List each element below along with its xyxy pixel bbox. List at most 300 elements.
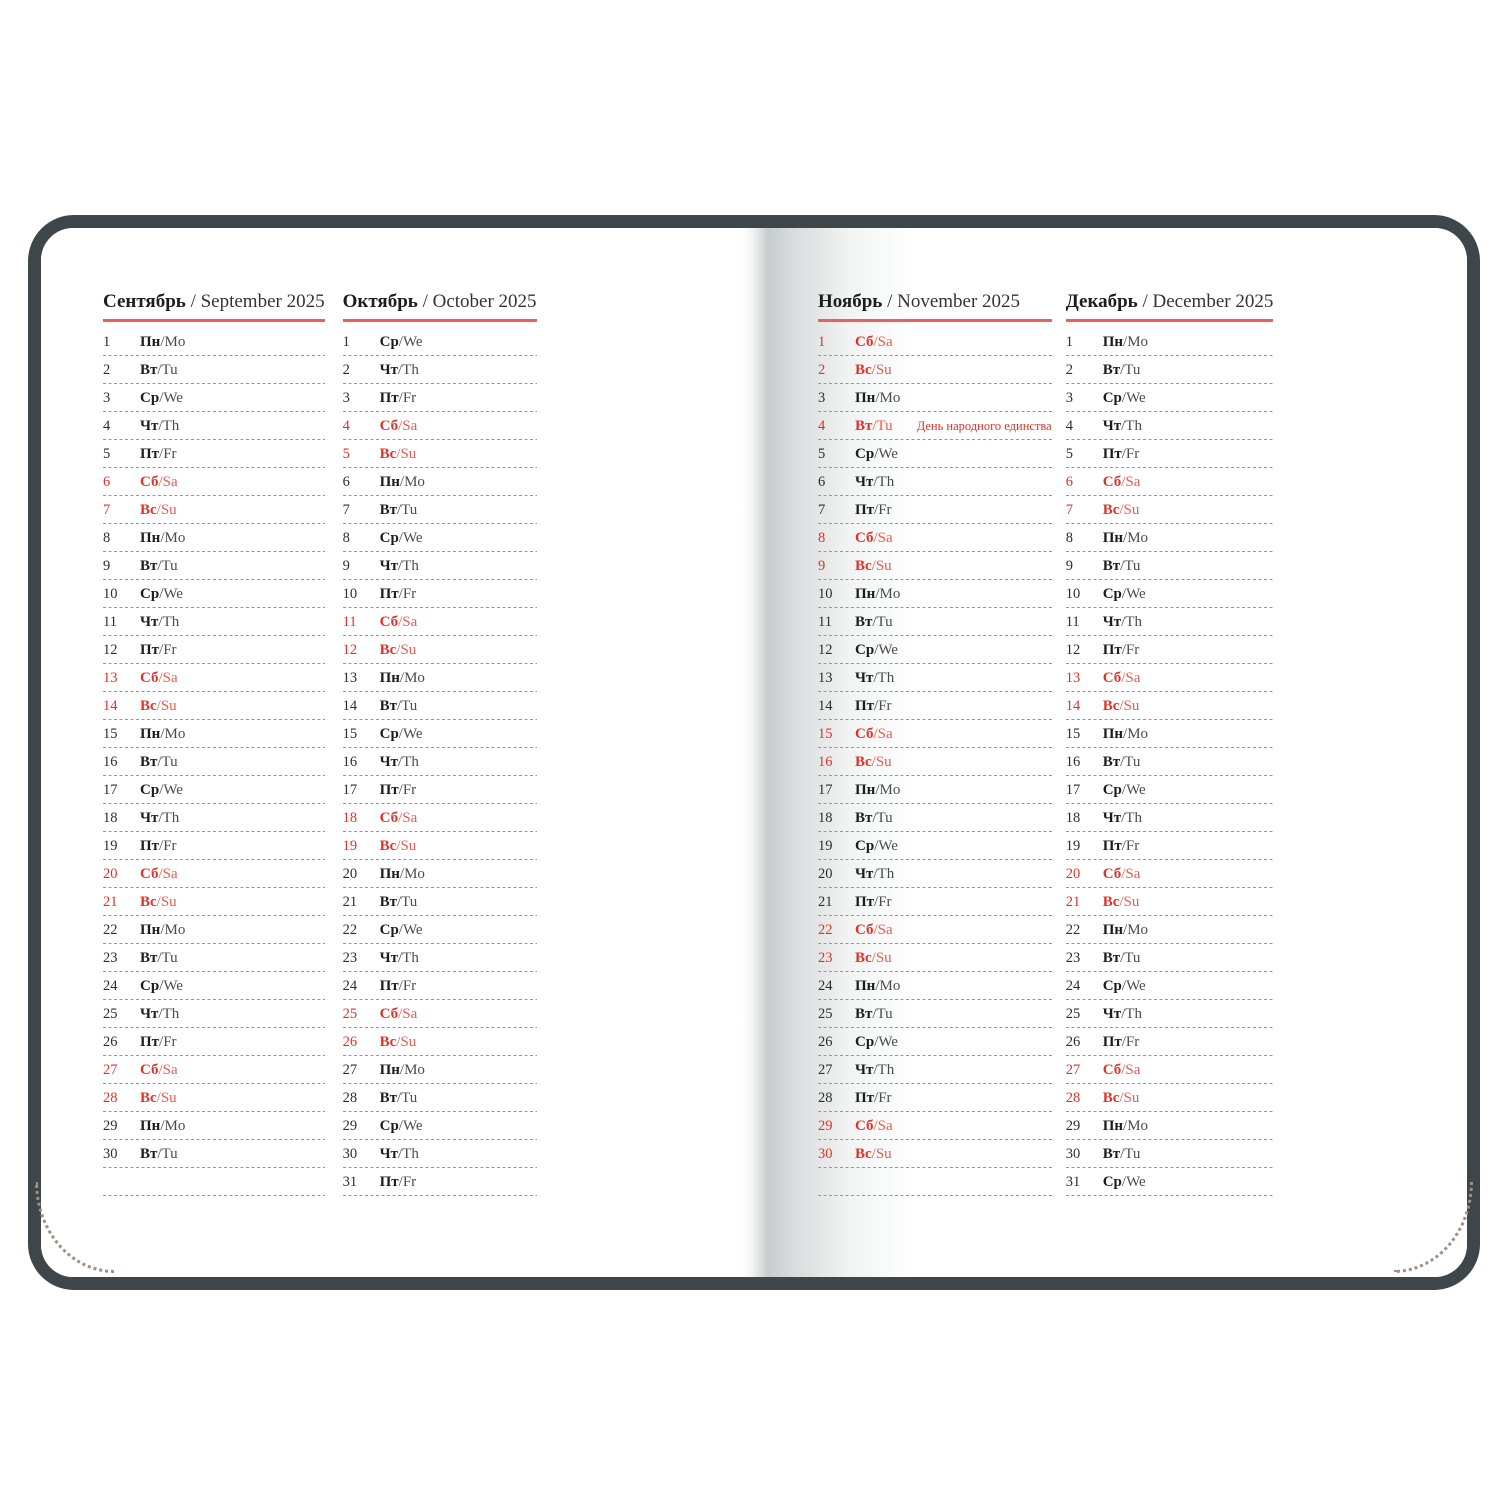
day-row [1066,776,1274,804]
day-row [103,1140,325,1168]
day-row [103,664,325,692]
day-row [103,888,325,916]
day-row [343,412,537,440]
day-row [818,972,1052,1000]
day-weekday-label: Пт/Fr [855,893,892,910]
day-number: 9 [342,557,350,574]
day-weekday-label: Пт/Fr [379,781,417,798]
day-weekday-label: Вс/Su [140,697,177,714]
day-row [343,692,537,720]
day-number: 23 [342,949,358,966]
day-row [343,636,537,664]
day-weekday-label: Сб/Sa [140,669,178,686]
day-number: 17 [818,781,833,798]
day-weekday-label: Вс/Su [140,501,177,518]
day-weekday-label: Пн/Mo [140,333,186,350]
day-weekday-label: Пт/Fr [379,1173,417,1190]
day-number: 12 [818,641,833,658]
day-row [1066,1140,1274,1168]
day-number: 27 [1065,1061,1081,1078]
day-number: 7 [818,501,826,518]
day-row [343,1140,537,1168]
day-weekday-label: Вт/Tu [855,613,893,630]
day-rows [1066,328,1274,1196]
day-number: 2 [1065,361,1073,378]
day-number: 19 [1065,837,1081,854]
day-number: 9 [103,557,111,574]
day-weekday-label: Чт/Th [379,361,419,378]
day-weekday-label: Сб/Sa [855,921,893,938]
day-weekday-label: Ср/We [379,725,423,742]
day-row [818,552,1052,580]
day-row [1066,636,1274,664]
day-weekday-label: Чт/Th [1102,417,1142,434]
day-row [343,860,537,888]
day-weekday-label: Чт/Th [855,473,895,490]
day-weekday-label: Чт/Th [855,865,895,882]
day-number: 22 [1065,921,1081,938]
day-number: 5 [818,445,826,462]
day-number: 18 [1065,809,1081,826]
day-weekday-label: Ср/We [140,781,183,798]
day-weekday-label: Пн/Mo [855,977,901,994]
month-calendar [343,290,537,1196]
day-row [343,748,537,776]
day-weekday-label: Сб/Sa [1102,473,1141,490]
day-number: 15 [103,725,118,742]
day-number: 28 [1065,1089,1081,1106]
day-number: 30 [342,1145,358,1162]
day-weekday-label: Чт/Th [140,1005,180,1022]
day-number: 17 [1065,781,1081,798]
day-number: 10 [342,585,358,602]
day-row [343,1056,537,1084]
day-number: 21 [1065,893,1081,910]
day-number: 7 [342,501,350,518]
month-separator: / [882,291,898,312]
day-weekday-label: Пн/Mo [140,529,186,546]
day-number: 1 [818,333,826,350]
day-rows [818,328,1052,1196]
day-row [1066,720,1274,748]
day-number: 8 [342,529,350,546]
day-row [818,860,1052,888]
day-number: 26 [342,1033,358,1050]
day-number: 17 [103,781,118,798]
month-underline [1066,319,1274,322]
day-row [818,720,1052,748]
day-weekday-label: Вт/Tu [379,501,418,518]
month-name-ru: Декабрь [1065,291,1138,312]
day-weekday-label: Чт/Th [855,669,895,686]
day-row [818,1056,1052,1084]
day-weekday-label: Пт/Fr [379,585,417,602]
day-weekday-label: Пн/Mo [1102,333,1149,350]
day-weekday-label: Вс/Su [1102,501,1140,518]
day-weekday-label: Вс/Su [855,1145,892,1162]
day-number: 24 [342,977,358,994]
day-number: 12 [103,641,118,658]
day-number: 5 [342,445,350,462]
day-row [103,1112,325,1140]
day-weekday-label: Сб/Sa [1102,1061,1141,1078]
day-weekday-label: Сб/Sa [855,529,893,546]
day-row [1066,524,1274,552]
diary-book [28,215,1480,1290]
day-number: 29 [1065,1117,1081,1134]
month-name-ru: Сентябрь [103,291,186,312]
day-row [343,916,537,944]
day-weekday-label: Пн/Mo [1102,1117,1149,1134]
day-weekday-label: Чт/Th [1102,613,1142,630]
day-row [343,1168,537,1196]
day-row [818,636,1052,664]
day-number: 7 [103,501,111,518]
day-number: 5 [103,445,111,462]
day-row [818,608,1052,636]
day-row [103,832,325,860]
day-weekday-label: Вс/Su [140,893,177,910]
day-weekday-label: Пн/Mo [855,389,901,406]
day-number: 31 [1065,1173,1081,1190]
day-row [343,608,537,636]
day-row [818,1028,1052,1056]
day-number: 1 [1065,333,1073,350]
day-weekday-label: Пт/Fr [379,389,417,406]
day-row [818,1000,1052,1028]
day-number: 10 [818,585,833,602]
day-row [343,776,537,804]
day-row [103,1028,325,1056]
day-number: 30 [1065,1145,1081,1162]
day-number: 16 [342,753,358,770]
day-weekday-label: Сб/Sa [140,1061,178,1078]
day-weekday-label: Пт/Fr [140,1033,177,1050]
day-row [103,356,325,384]
day-row [103,384,325,412]
day-row [1066,440,1274,468]
day-number: 2 [342,361,350,378]
day-row [343,1000,537,1028]
day-weekday-label: Сб/Sa [855,725,893,742]
day-weekday-label: Пт/Fr [855,501,892,518]
day-row [343,440,537,468]
month-name-en: November 2025 [897,291,1021,312]
left-page [41,228,754,1277]
day-number: 12 [1065,641,1081,658]
day-number: 10 [103,585,118,602]
day-row [818,580,1052,608]
day-weekday-label: Вт/Tu [140,949,178,966]
day-weekday-label: Пт/Fr [1102,1033,1140,1050]
day-weekday-label: Вт/Tu [140,361,178,378]
day-row [103,608,325,636]
day-row [103,440,325,468]
day-number: 18 [818,809,833,826]
day-number: 11 [103,613,117,630]
day-number: 3 [103,389,111,406]
day-weekday-label: Вт/Tu [855,417,893,434]
day-row [818,356,1052,384]
day-row [1066,356,1274,384]
day-rows [343,328,537,1196]
day-number: 7 [1065,501,1073,518]
day-weekday-label: Чт/Th [379,557,419,574]
day-row [103,1056,325,1084]
day-row [818,468,1052,496]
day-weekday-label: Вт/Tu [855,809,893,826]
day-number: 1 [342,333,350,350]
day-number: 19 [103,837,118,854]
day-number: 13 [342,669,358,686]
day-number: 14 [103,697,118,714]
day-row [1066,1056,1274,1084]
day-row [1066,468,1274,496]
day-weekday-label: Чт/Th [379,949,419,966]
day-weekday-label: Сб/Sa [379,1005,418,1022]
day-weekday-label: Пн/Mo [140,725,186,742]
day-number: 19 [818,837,833,854]
day-row [1066,916,1274,944]
day-row [103,328,325,356]
day-weekday-label: Ср/We [1102,781,1146,798]
day-row [1066,692,1274,720]
day-number: 6 [818,473,826,490]
day-row [818,804,1052,832]
day-weekday-label: Вс/Su [855,949,892,966]
day-number: 22 [103,921,118,938]
month-separator: / [1137,291,1153,312]
day-number: 3 [342,389,350,406]
day-weekday-label: Ср/We [1102,585,1146,602]
day-weekday-label: Вт/Tu [855,1005,893,1022]
day-number: 14 [342,697,358,714]
day-weekday-label: Сб/Sa [379,613,418,630]
day-weekday-label: Ср/We [379,333,423,350]
day-weekday-label: Чт/Th [855,1061,895,1078]
day-row [1066,944,1274,972]
month-separator: / [417,291,433,312]
day-weekday-label: Вт/Tu [140,1145,178,1162]
day-weekday-label: Вт/Tu [379,697,418,714]
day-row [103,1000,325,1028]
day-weekday-label: Ср/We [855,641,898,658]
day-row [343,552,537,580]
day-weekday-label: Пн/Mo [379,473,425,490]
day-row [1066,860,1274,888]
day-weekday-label: Пт/Fr [140,445,177,462]
day-weekday-label: Ср/We [140,977,183,994]
day-row [103,468,325,496]
day-row [818,496,1052,524]
day-weekday-label: Ср/We [1102,977,1146,994]
right-page [754,228,1467,1277]
day-weekday-label: Сб/Sa [855,333,893,350]
day-number: 15 [342,725,358,742]
day-row [818,916,1052,944]
day-weekday-label: Вс/Su [379,445,417,462]
month-separator: / [185,291,201,312]
day-number: 15 [1065,725,1081,742]
day-number: 10 [1065,585,1081,602]
day-row [343,1084,537,1112]
day-row [818,944,1052,972]
day-weekday-label: Пт/Fr [1102,837,1140,854]
day-number: 22 [818,921,833,938]
day-weekday-label: Чт/Th [1102,1005,1142,1022]
day-weekday-label: Чт/Th [140,809,180,826]
day-number: 25 [818,1005,833,1022]
day-number: 3 [818,389,826,406]
day-number: 23 [1065,949,1081,966]
day-row [343,356,537,384]
day-weekday-label: Пн/Mo [140,1117,186,1134]
day-row [343,1112,537,1140]
day-weekday-label: Вс/Su [1102,1089,1140,1106]
blank-row [818,1168,1052,1196]
day-number: 19 [342,837,358,854]
day-row [818,748,1052,776]
day-number: 3 [1065,389,1073,406]
month-calendar [103,290,325,1196]
day-row [103,552,325,580]
day-weekday-label: Вт/Tu [140,557,178,574]
day-number: 20 [1065,865,1081,882]
day-number: 8 [1065,529,1073,546]
day-number: 4 [1065,417,1073,434]
day-weekday-label: Вт/Tu [1102,361,1141,378]
day-row [1066,412,1274,440]
day-row [818,692,1052,720]
day-weekday-label: Ср/We [140,585,183,602]
day-row [1066,580,1274,608]
day-weekday-label: Пн/Mo [1102,725,1149,742]
day-number: 23 [818,949,833,966]
day-weekday-label: Вт/Tu [1102,1145,1141,1162]
day-number: 2 [818,361,826,378]
day-number: 25 [342,1005,358,1022]
day-row [818,832,1052,860]
day-weekday-label: Пт/Fr [379,977,417,994]
month-calendar [818,290,1052,1196]
day-number: 23 [103,949,118,966]
day-number: 6 [1065,473,1073,490]
day-number: 16 [103,753,118,770]
day-number: 8 [818,529,826,546]
day-weekday-label: Сб/Sa [379,809,418,826]
day-number: 13 [103,669,118,686]
day-row [818,440,1052,468]
day-row [818,384,1052,412]
day-weekday-label: Вт/Tu [140,753,178,770]
month-header [103,290,325,314]
day-weekday-label: Пн/Mo [379,1061,425,1078]
day-weekday-label: Вт/Tu [1102,753,1141,770]
day-number: 4 [103,417,111,434]
day-rows [103,328,325,1196]
day-weekday-label: Вс/Su [855,557,892,574]
day-weekday-label: Пт/Fr [855,697,892,714]
day-number: 15 [818,725,833,742]
day-weekday-label: Вс/Su [1102,893,1140,910]
day-weekday-label: Ср/We [1102,1173,1146,1190]
day-number: 18 [103,809,118,826]
day-row [1066,664,1274,692]
day-number: 9 [818,557,826,574]
day-weekday-label: Сб/Sa [379,417,418,434]
month-name-en: December 2025 [1152,291,1274,312]
day-weekday-label: Пн/Mo [379,669,425,686]
day-weekday-label: Пн/Mo [140,921,186,938]
day-number: 31 [342,1173,358,1190]
day-weekday-label: Сб/Sa [1102,865,1141,882]
day-number: 4 [342,417,350,434]
day-number: 27 [342,1061,358,1078]
day-row [103,720,325,748]
day-number: 11 [1065,613,1080,630]
day-number: 28 [103,1089,118,1106]
day-weekday-label: Вт/Tu [379,1089,418,1106]
day-weekday-label: Пн/Mo [855,585,901,602]
day-weekday-label: Вт/Tu [1102,557,1141,574]
month-slot-december [1066,290,1274,1277]
day-row [343,496,537,524]
day-row [103,1084,325,1112]
day-row [343,944,537,972]
day-number: 21 [103,893,118,910]
day-number: 21 [818,893,833,910]
day-row [818,664,1052,692]
day-row [1066,972,1274,1000]
month-underline [103,319,325,322]
day-number: 11 [342,613,357,630]
day-number: 26 [1065,1033,1081,1050]
day-weekday-label: Пт/Fr [140,837,177,854]
month-underline [343,319,537,322]
day-row [1066,832,1274,860]
day-weekday-label: Пт/Fr [1102,641,1140,658]
day-weekday-label: Ср/We [140,389,183,406]
day-row [1066,328,1274,356]
day-row [103,916,325,944]
day-row [343,804,537,832]
day-weekday-label: Чт/Th [140,417,180,434]
day-number: 11 [818,613,832,630]
day-row [343,580,537,608]
day-row [1066,888,1274,916]
day-row [1066,1028,1274,1056]
day-row [1066,1168,1274,1196]
day-weekday-label: Ср/We [855,837,898,854]
month-slot-november [818,290,1052,1277]
day-weekday-label: Ср/We [1102,389,1146,406]
day-row [103,972,325,1000]
day-number: 29 [103,1117,118,1134]
day-row [103,944,325,972]
month-underline [818,319,1052,322]
day-number: 21 [342,893,358,910]
day-number: 18 [342,809,358,826]
day-row [103,748,325,776]
day-weekday-label: Вс/Su [855,361,892,378]
day-number: 16 [1065,753,1081,770]
day-row [1066,384,1274,412]
month-header [818,290,1052,314]
month-slot-september [103,290,325,1277]
day-number: 30 [103,1145,118,1162]
day-row [103,636,325,664]
day-row [343,888,537,916]
